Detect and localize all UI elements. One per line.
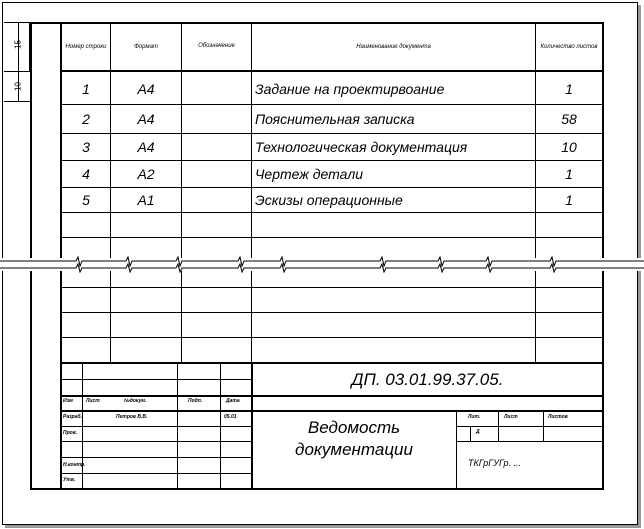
row4-num: 4 xyxy=(82,166,90,182)
row2-name: Пояснительная записка xyxy=(255,111,415,127)
tb-utv-label: Утв. xyxy=(63,477,76,483)
tb-lit-value: Д xyxy=(476,429,480,435)
row-line xyxy=(61,212,603,213)
row3-count: 10 xyxy=(561,139,577,155)
row-line xyxy=(61,337,603,338)
header-designation: Обозначение xyxy=(198,43,235,49)
row2-format: А4 xyxy=(137,111,155,127)
row1-num: 1 xyxy=(82,80,90,97)
tb-razrab-date: 05.01 xyxy=(224,414,237,420)
row5-num: 5 xyxy=(82,192,90,208)
row1-format: А4 xyxy=(137,80,155,97)
header-num: Номер строки xyxy=(65,44,107,50)
row-line xyxy=(61,287,603,288)
row-line xyxy=(61,237,603,238)
tb-data: Дата xyxy=(226,398,240,404)
row4-format: А2 xyxy=(137,166,155,182)
tb-organization: ТКГрГУГр. ... xyxy=(468,458,521,468)
header-format: Формат xyxy=(134,44,158,50)
tb-row-line xyxy=(61,379,251,380)
header-name: Наименование документа xyxy=(356,44,431,50)
row5-name: Эскизы операционные xyxy=(255,192,403,208)
tb-doc-title-1: Ведомость xyxy=(307,418,401,437)
tb-col-line xyxy=(543,410,544,441)
tb-row-line xyxy=(457,441,603,442)
row5-count: 1 xyxy=(565,192,573,208)
col-line xyxy=(181,22,182,362)
tb-podp: Подп. xyxy=(188,398,203,404)
row3-format: А4 xyxy=(137,139,155,155)
tb-col-line xyxy=(498,410,499,441)
dimension-label-10: 10 xyxy=(13,82,23,91)
tb-razrab-name: Петров В.В. xyxy=(116,414,148,420)
tb-ndocum: №докум. xyxy=(124,398,147,404)
row2-num: 2 xyxy=(82,111,90,127)
dimension-label-15: 15 xyxy=(13,40,23,49)
tb-document-code: ДП. 03.01.99.37.05. xyxy=(351,369,504,389)
tb-list: Лист xyxy=(86,398,100,404)
tb-row-line xyxy=(61,457,251,458)
tb-row-line xyxy=(61,410,603,412)
row3-name: Технологическая документация xyxy=(255,139,468,155)
tb-row-line xyxy=(61,473,251,474)
tb-prov-label: Пров. xyxy=(63,430,78,436)
row4-count: 1 xyxy=(565,166,573,182)
tb-sheets-label: Листов xyxy=(548,414,568,420)
dimension-tick xyxy=(4,22,30,23)
row3-num: 3 xyxy=(82,139,90,155)
header-count: Количество листов xyxy=(540,44,598,50)
tb-row-line xyxy=(61,441,251,442)
row2-count: 58 xyxy=(561,111,577,127)
tb-row-line xyxy=(61,426,251,427)
row-line xyxy=(61,312,603,313)
tb-nkontr-label: Н.контр. xyxy=(63,462,86,468)
tb-doc-title-2: документации xyxy=(295,440,413,459)
tb-row-line xyxy=(61,395,603,397)
tb-razrab-label: Разраб. xyxy=(63,414,82,420)
break-lines xyxy=(0,256,644,273)
tb-lit-label: Лит. xyxy=(468,414,481,420)
dimension-tick xyxy=(4,101,30,102)
tb-izm: Изм xyxy=(63,398,73,404)
row1-name: Задание на проектирвоание xyxy=(255,80,445,97)
row4-name: Чертеж детали xyxy=(255,166,363,182)
tb-sheet-label: Лист xyxy=(504,414,518,420)
tb-row-line xyxy=(457,426,603,427)
tb-col-line xyxy=(456,410,457,490)
tb-col-line xyxy=(470,426,471,441)
row1-count: 1 xyxy=(565,80,573,97)
dimension-tick xyxy=(4,71,30,72)
row5-format: А1 xyxy=(137,192,155,208)
